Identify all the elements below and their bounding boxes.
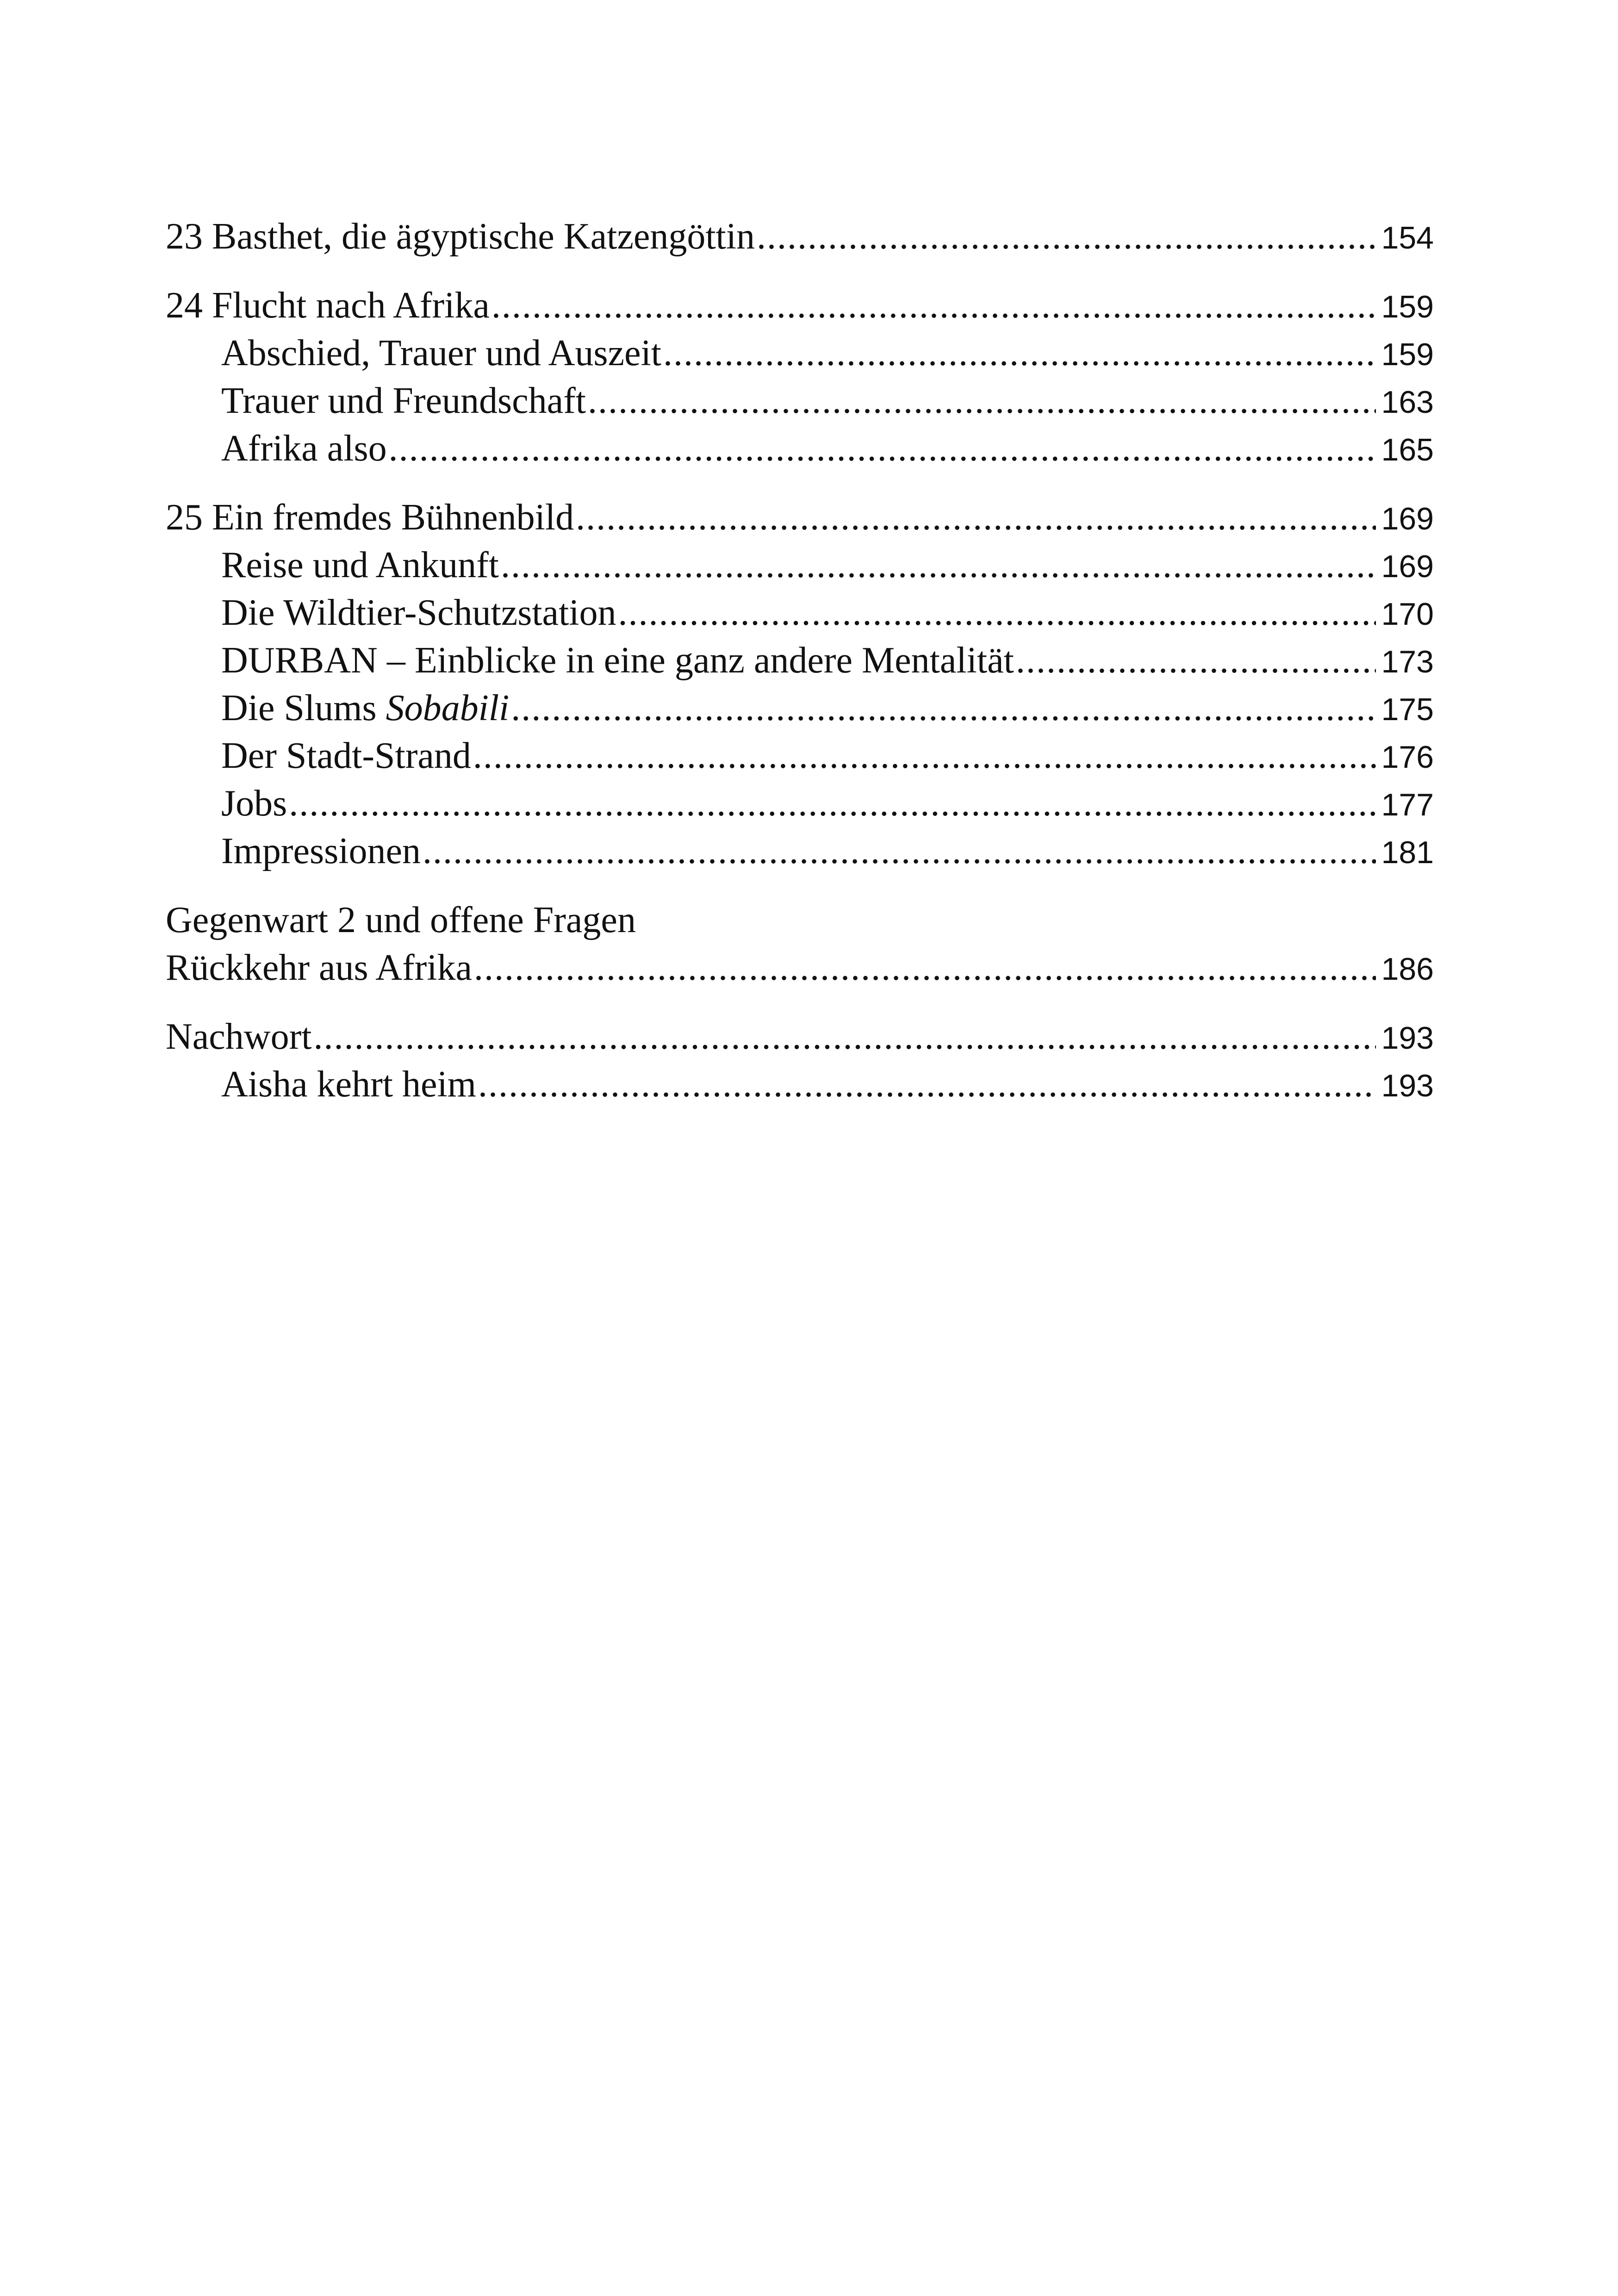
toc-entry-title: Die Wildtier-Schutzstation: [221, 592, 616, 633]
toc-entry-section: [166, 732, 1434, 780]
dot-leader: [423, 828, 1376, 875]
toc-entry-page-number: 154: [1381, 220, 1434, 255]
toc-entry-title: Abschied, Trauer und Auszeit: [221, 333, 662, 373]
toc-entry-section: [166, 541, 1434, 589]
toc-entry-section: [166, 425, 1434, 473]
toc-entry-chapter-25: [166, 494, 1434, 541]
toc-entry-title: Gegenwart 2 und offene Fragen: [166, 900, 636, 940]
toc-entry-title-text: Die Slums: [221, 688, 386, 728]
toc-entry-title: Rückkehr aus Afrika: [166, 947, 473, 988]
toc-entry-section: [166, 780, 1434, 828]
toc-entry-title: 24 Flucht nach Afrika: [166, 285, 490, 326]
toc-entry-page-number: 169: [1381, 549, 1434, 584]
toc-entry-page-number: 186: [1381, 952, 1434, 987]
toc-entry-page-number: 177: [1381, 787, 1434, 822]
toc-entry-page-number: 193: [1381, 1020, 1434, 1056]
toc-entry-page-number: 165: [1381, 432, 1434, 467]
toc-entry-afterword: [166, 1013, 1434, 1061]
dot-leader: [588, 377, 1376, 425]
dot-leader: [511, 684, 1375, 732]
dot-leader: [1016, 637, 1376, 684]
toc-entry-section: [166, 589, 1434, 637]
dot-leader: [663, 330, 1376, 377]
toc-entry-title: Trauer und Freundschaft: [221, 380, 586, 421]
toc-entry-section: [166, 1061, 1434, 1108]
toc-entry-section: [166, 684, 1434, 732]
dot-leader: [618, 589, 1376, 637]
dot-leader: [501, 541, 1376, 589]
toc-entry-title: 23 Basthet, die ägyptische Katzengöttin: [166, 216, 755, 257]
toc-entry-title: Impressionen: [221, 831, 421, 871]
table-of-contents: [166, 213, 1434, 1108]
dot-leader: [757, 213, 1376, 261]
dot-leader: [492, 282, 1376, 330]
dot-leader: [313, 1013, 1375, 1061]
toc-entry-page-number: 159: [1381, 337, 1434, 372]
toc-entry-title-italic: Sobabili: [386, 688, 510, 728]
toc-entry-title: Aisha kehrt heim: [221, 1064, 476, 1105]
toc-entry-part-heading: [166, 896, 1434, 944]
toc-entry-chapter-23: [166, 213, 1434, 261]
toc-entry-page-number: 163: [1381, 385, 1434, 420]
dot-leader: [576, 494, 1375, 541]
toc-entry-section: [166, 828, 1434, 875]
dot-leader: [389, 425, 1376, 473]
toc-entry-title: Der Stadt-Strand: [221, 735, 471, 776]
toc-entry-section: [166, 377, 1434, 425]
toc-entry-title: Reise und Ankunft: [221, 545, 499, 585]
dot-leader: [474, 944, 1376, 992]
toc-entry-chapter-24: [166, 282, 1434, 330]
dot-leader: [478, 1061, 1376, 1108]
toc-entry-page-number: 175: [1381, 692, 1434, 727]
dot-leader: [289, 780, 1375, 828]
toc-entry-page-number: 173: [1381, 644, 1434, 679]
toc-entry-page-number: 181: [1381, 835, 1434, 870]
toc-entry-page-number: 176: [1381, 740, 1434, 775]
toc-entry-section: [166, 330, 1434, 377]
toc-entry-title: Afrika also: [221, 428, 387, 469]
toc-entry-title: Nachwort: [166, 1016, 312, 1057]
toc-entry-title: Jobs: [221, 783, 287, 824]
toc-entry-section: [166, 637, 1434, 684]
toc-entry-page-number: 170: [1381, 597, 1434, 632]
dot-leader: [473, 732, 1376, 780]
toc-entry-page-number: 193: [1381, 1068, 1434, 1103]
toc-entry-page-number: 159: [1381, 289, 1434, 324]
toc-entry-title: DURBAN – Einblicke in eine ganz andere Mentalität: [221, 640, 1014, 681]
toc-entry-title: [221, 684, 511, 732]
toc-entry-chapter: [166, 944, 1434, 992]
toc-entry-page-number: 169: [1381, 501, 1434, 536]
toc-entry-title: 25 Ein fremdes Bühnenbild: [166, 497, 574, 538]
